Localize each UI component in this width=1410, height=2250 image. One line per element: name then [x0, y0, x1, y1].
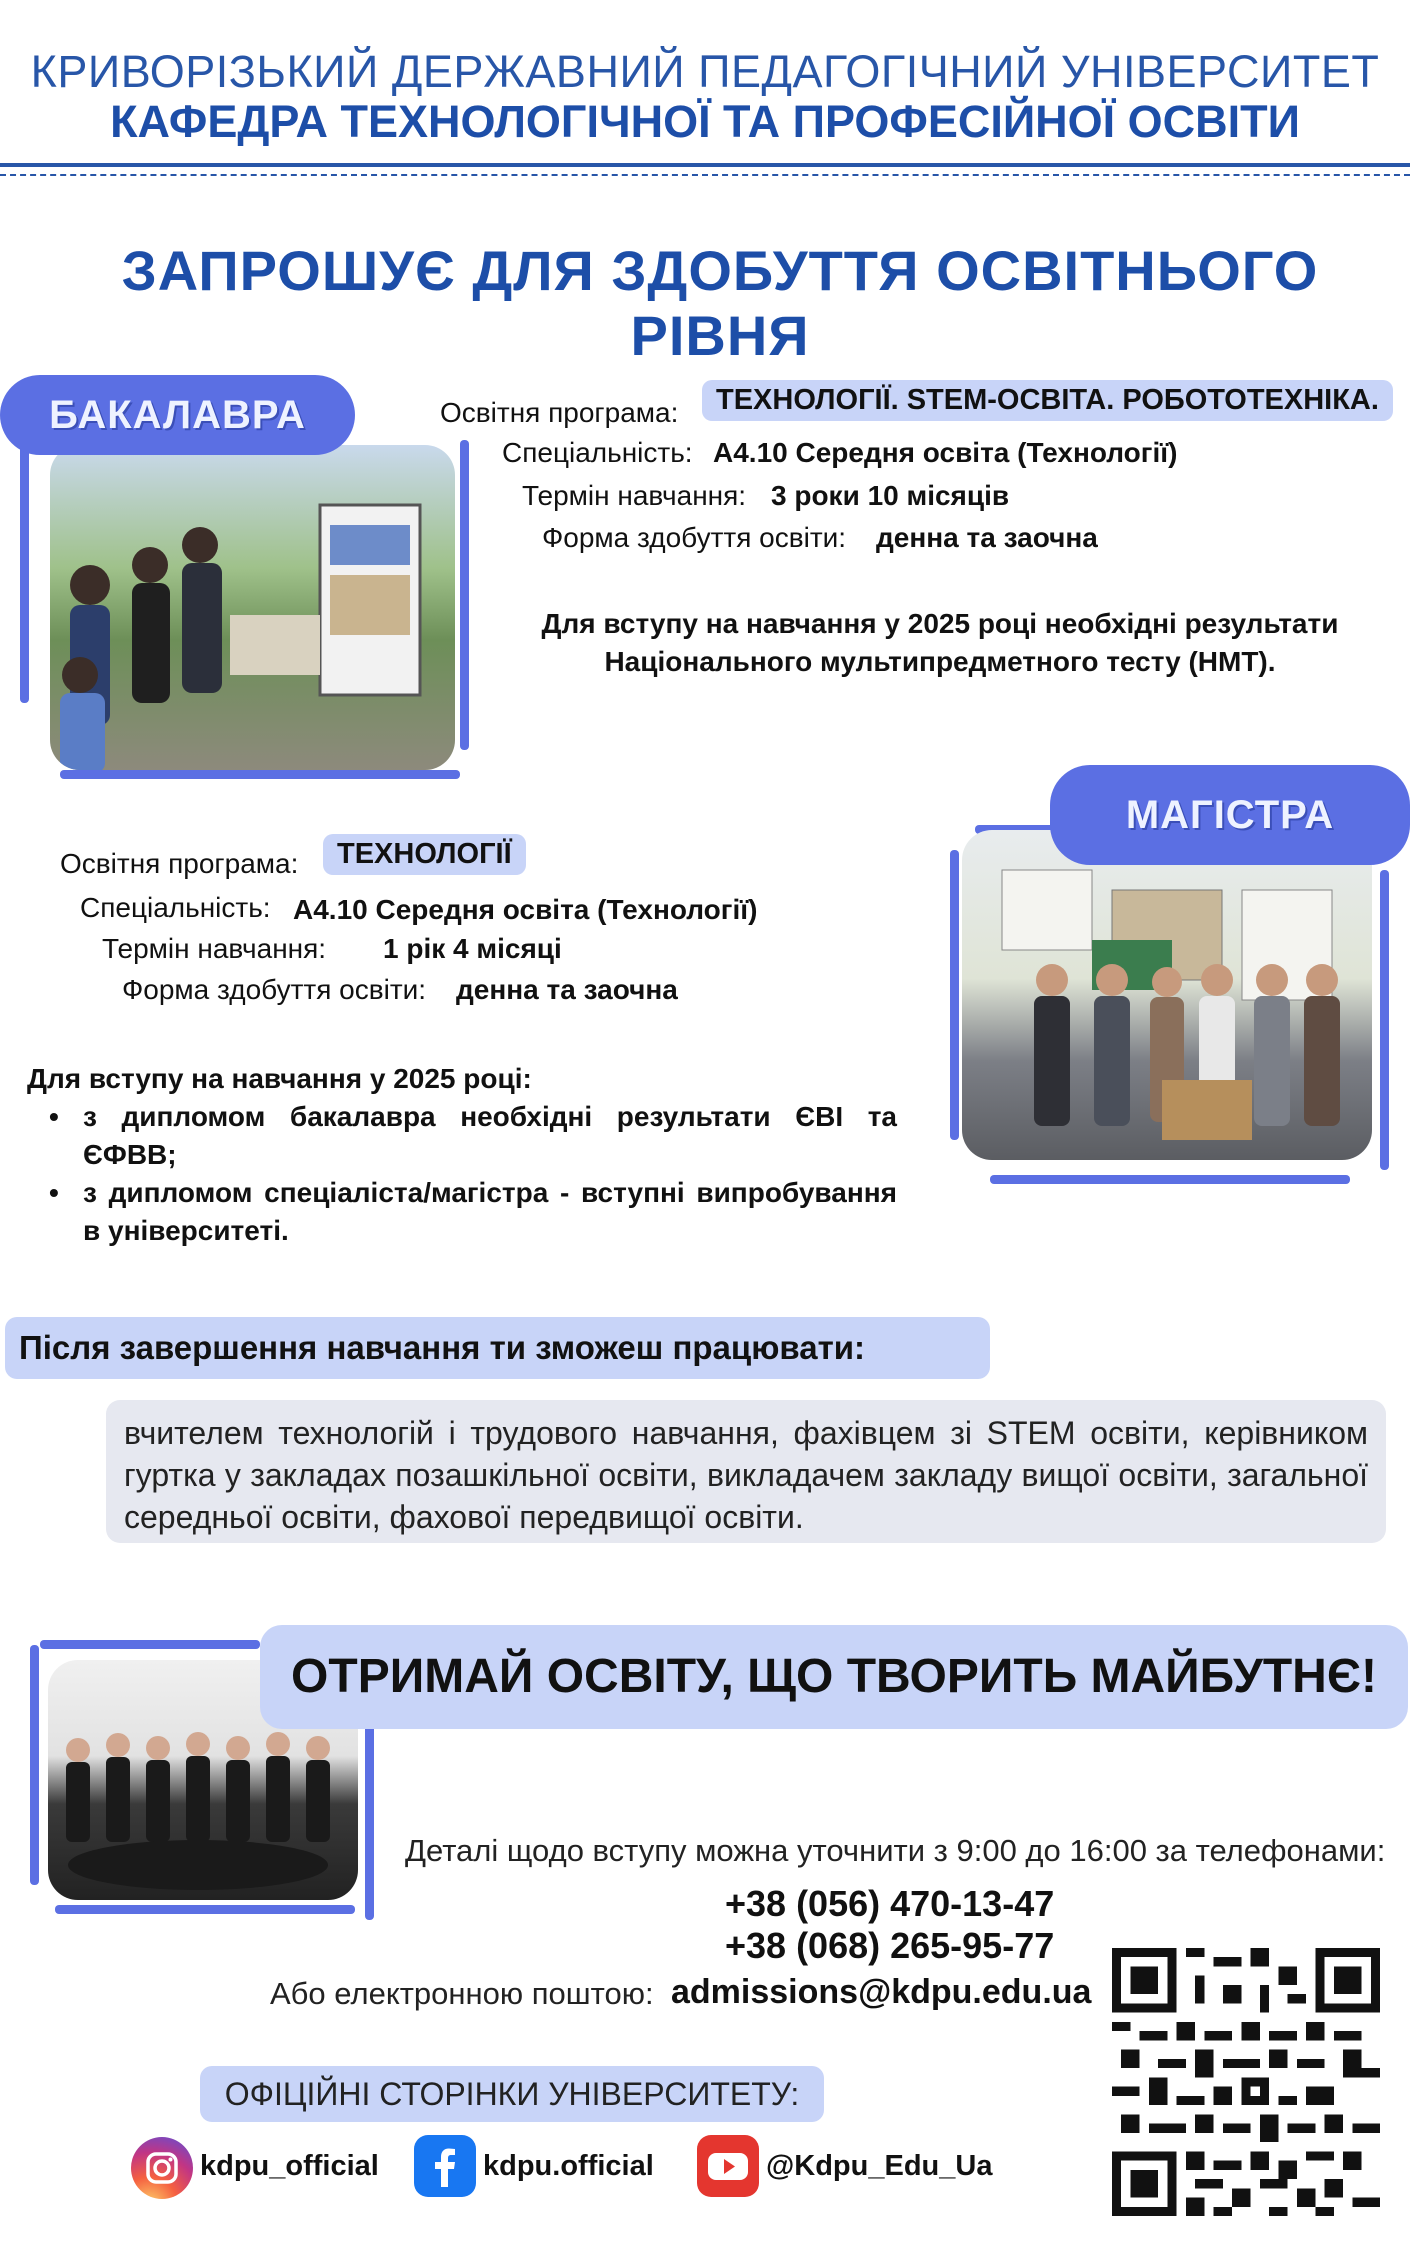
qr-code-graphic	[1112, 1948, 1380, 2216]
bachelor-specialty-value: А4.10 Середня освіта (Технології)	[713, 437, 1178, 468]
master-term-value: 1 рік 4 місяці	[383, 933, 562, 964]
career-text: вчителем технологій і трудового навчання, фахівцем зі STEM освіти, керівником гуртка у закладах позашкільної освіти, викладачем закладу вищої освіти, загальної середньої освіти, фахової передвищої освіти.	[106, 1400, 1386, 1543]
invite-title: ЗАПРОШУЄ ДЛЯ ЗДОБУТТЯ ОСВІТНЬОГО РІВНЯ	[121, 239, 1319, 367]
photo-frame-line	[55, 1905, 355, 1914]
university-name: КРИВОРІЗЬКИЙ ДЕРЖАВНИЙ ПЕДАГОГІЧНИЙ УНІВЕРСИТЕТ	[30, 46, 1380, 97]
list-item: • з дипломом бакалавра необхідні результати ЄВІ та ЄФВВ;	[27, 1098, 897, 1174]
photo-frame-line	[40, 1640, 260, 1649]
photo-frame-line	[30, 1645, 39, 1885]
header-divider	[0, 163, 1410, 167]
slogan-banner: ОТРИМАЙ ОСВІТУ, ЩО ТВОРИТЬ МАЙБУТНЄ!	[260, 1625, 1408, 1729]
bachelor-form-label: Форма здобуття освіти:	[542, 522, 847, 553]
photo-frame-line	[950, 850, 959, 1140]
master-admission-title: Для вступу на навчання у 2025 році:	[27, 1063, 532, 1094]
list-item: • з дипломом спеціаліста/магістра - вступні випробування в університеті.	[27, 1174, 897, 1250]
bachelor-program-value: ТЕХНОЛОГІЇ. STEM-ОСВІТА. РОБОТОТЕХНІКА.	[702, 380, 1393, 421]
email-label: Або електронною поштою:	[270, 1976, 654, 2011]
bachelor-photo-illustration	[50, 445, 455, 770]
master-admission-list	[27, 1098, 897, 1250]
master-program-value: ТЕХНОЛОГІЇ	[323, 834, 526, 875]
bachelor-admission-note	[470, 605, 1410, 681]
department-name: КАФЕДРА ТЕХНОЛОГІЧНОЇ ТА ПРОФЕСІЙНОЇ ОСВІТИ	[110, 96, 1300, 147]
photo-frame-line	[990, 1175, 1350, 1184]
email-link[interactable]: admissions@kdpu.edu.ua	[671, 1973, 1092, 2011]
photo-frame-line	[60, 770, 460, 779]
qr-code[interactable]	[1112, 1948, 1380, 2216]
career-heading: Після завершення навчання ти зможеш працювати:	[5, 1317, 990, 1379]
youtube-glyph	[697, 2135, 759, 2197]
phone-link-1[interactable]: +38 (056) 470-13-47	[725, 1883, 1055, 1924]
instagram-link[interactable]: kdpu_official	[200, 2150, 379, 2182]
master-admission	[27, 1060, 897, 1250]
master-program-label: Освітня програма:	[60, 848, 299, 879]
photo-frame-line	[460, 440, 469, 750]
bachelor-term-value: 3 роки 10 місяців	[771, 480, 1010, 511]
photo-frame-line	[365, 1700, 374, 1920]
phone-link-2[interactable]: +38 (068) 265-95-77	[725, 1925, 1055, 1966]
master-form-value: денна та заочна	[456, 974, 678, 1005]
master-photo-illustration	[962, 830, 1372, 1160]
bachelor-form-value: денна та заочна	[876, 522, 1098, 553]
master-term-label: Термін навчання:	[102, 933, 327, 964]
facebook-glyph	[414, 2135, 476, 2197]
master-specialty-value: А4.10 Середня освіта (Технології)	[293, 894, 758, 925]
bachelor-specialty-label: Спеціальність:	[502, 437, 693, 468]
instagram-glyph	[131, 2137, 193, 2199]
bachelor-note-line1: Для вступу на навчання у 2025 році необхідні результати	[541, 608, 1339, 639]
bachelor-program-label: Освітня програма:	[440, 397, 679, 428]
instagram-icon[interactable]	[131, 2137, 193, 2199]
master-photo	[962, 830, 1372, 1160]
photo-frame-line	[1380, 870, 1389, 1170]
facebook-icon[interactable]	[414, 2135, 476, 2197]
bachelor-note-line2: Національного мультипредметного тесту (НМТ).	[604, 646, 1276, 677]
youtube-icon[interactable]	[697, 2135, 759, 2197]
master-specialty-label: Спеціальність:	[80, 892, 271, 923]
bachelor-photo	[50, 445, 455, 770]
master-form-label: Форма здобуття освіти:	[122, 974, 427, 1005]
bachelor-term-label: Термін навчання:	[522, 480, 747, 511]
official-pages-heading: ОФІЦІЙНІ СТОРІНКИ УНІВЕРСИТЕТУ:	[200, 2066, 824, 2122]
contact-details: Деталі щодо вступу можна уточнити з 9:00 до 16:00 за телефонами:	[405, 1833, 1386, 1868]
youtube-link[interactable]: @Kdpu_Edu_Ua	[766, 2150, 993, 2182]
master-ribbon: МАГІСТРА	[1050, 765, 1410, 865]
bachelor-ribbon: БАКАЛАВРА	[0, 375, 355, 455]
facebook-link[interactable]: kdpu.official	[483, 2150, 654, 2182]
header-dashed-divider	[0, 174, 1410, 176]
